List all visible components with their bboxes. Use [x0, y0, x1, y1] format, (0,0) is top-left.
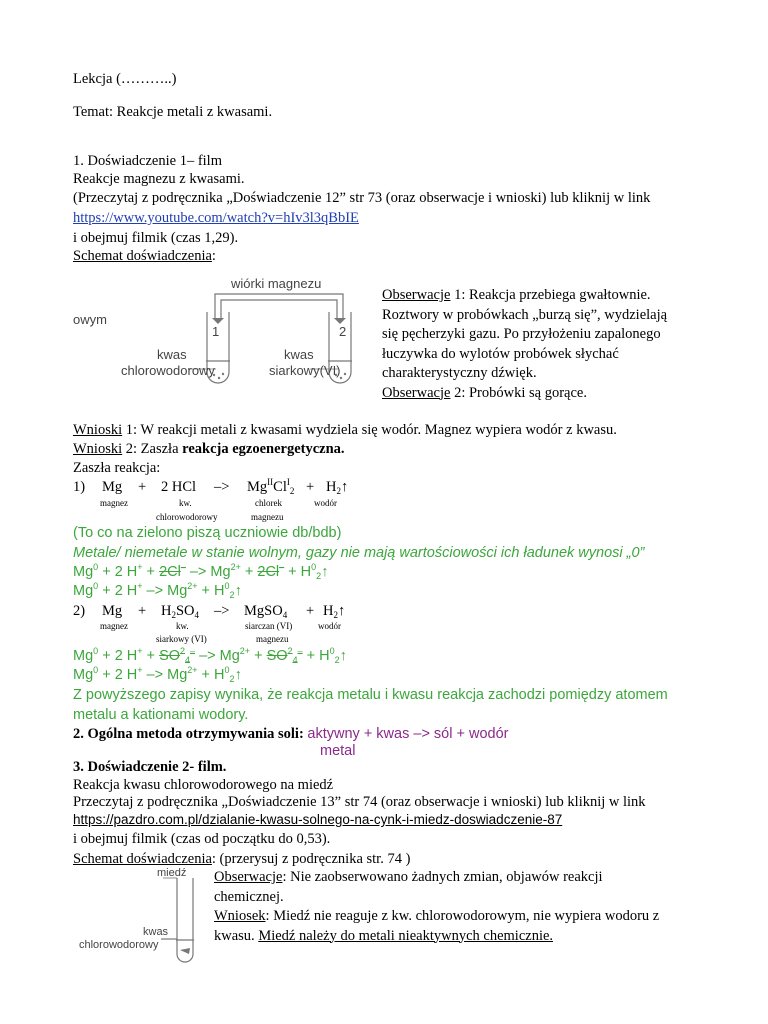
pazdro-link[interactable]: https://pazdro.com.pl/dzialanie-kwasu-solnego-na-cynk-i-miedz-doswiadczenie-87	[73, 812, 563, 827]
diagram-label-acid2-b: siarkowy(VI)	[269, 363, 341, 378]
ionic-equation-2: $Mg^0 + 2$ $H^+ + SO^2_4^- -> Mg^{2+} + SO^2_4^-$ + $H^0_2↑$	[73, 646, 347, 665]
exp1-conclusion-1: Wnioski 1: W reakcji metali z kwasami wydziela się wodór. Magnez wypiera wodór z kwasu.	[73, 422, 617, 438]
exp2-title: 3. Doświadczenie 2- film.	[73, 759, 227, 775]
exp2-read-instruction: Przeczytaj z podręcznika „Doświadczenie 13” str 74 (oraz obserwacje i wnioski) lub kliknij w link	[73, 794, 646, 810]
ionic-equation-1: $Mg^0 + 2$ $H^+ + 2Cl^- -> Mg^{2+} + 2Cl^-$ + $H^0_2↑$	[73, 562, 329, 581]
diagram-label-acid1-a: kwas	[157, 347, 187, 362]
salt-method-metal: metal	[320, 743, 356, 759]
diagram-label-acid1-b: chlorowodorowy	[121, 363, 215, 378]
reaction-conclusion-line-2: metalu a kationami wodory.	[73, 707, 249, 723]
equation-2: 2) Mg + $H_2SO_4$ –> MgSO$_4$ + $H_2↑$ magnez kw. siarkowy (VI) siarczan (VI) magnezu wodór	[73, 603, 346, 644]
ionic-equation-1-short: $Mg^0 + 2$ $H^+ -> Mg^{2+}$ + $H^0_2↑$	[73, 581, 242, 600]
magnesium-test-tubes-diagram	[73, 272, 373, 392]
exp2-subtitle: Reakcja kwasu chlorowodorowego na miedź	[73, 777, 334, 793]
youtube-link[interactable]: https://www.youtube.com/watch?v=hIv3l3qBbIE	[73, 210, 359, 226]
copper-test-tube-diagram	[73, 864, 213, 974]
exp2-watch-note: i obejmuj filmik (czas od początku do 0,53).	[73, 831, 331, 847]
diagram-label-cut: owym	[73, 312, 107, 327]
diagram-label-acid-a: kwas	[143, 926, 169, 938]
green-note: (To co na zielono piszą uczniowie db/bdb)	[73, 525, 342, 541]
tube-number-1: 1	[212, 324, 220, 339]
diagram-label-copper: miedź	[157, 867, 187, 879]
equation-1: 1) Mg + 2 HCl –> $Mg^{II}Cl^I_2$ + $H_2↑$ magnez kw. chlorowodorowy chlorek magnezu wodór	[73, 477, 349, 522]
reaction-label: Zaszła reakcja:	[73, 460, 161, 476]
exp1-read-instruction: (Przeczytaj z podręcznika „Doświadczenie 12” str 73 (oraz obserwacje i wnioski) lub kliknij w link	[73, 190, 651, 206]
diagram-label-magnesium: wiórki magnezu	[231, 276, 322, 291]
exp1-schema-label: Schemat doświadczenia:	[73, 248, 216, 264]
topic-line: Temat: Reakcje metali z kwasami.	[73, 104, 273, 120]
exp2-observations-and-conclusion: Obserwacje: Nie zaobserwowano żadnych zmian, objawów reakcji chemicznej. Wniosek: Miedź nie reaguje z kw. chlorowodorowym, nie wypiera wodoru z kwasu. Miedź należy do metali nieaktywnych chemicznie.	[214, 869, 660, 944]
diagram-label-acid-b: chlorowodorowy	[79, 939, 159, 951]
ionic-equation-2-short: $Mg^0 + 2$ $H^+ -> Mg^{2+}$ + $H^0_2↑$	[73, 665, 242, 684]
salt-method: 2. Ogólna metoda otrzymywania soli: aktywny + kwas –> sól + wodór	[73, 726, 509, 742]
exp2-schema-label: Schemat doświadczenia: (przerysuj z podręcznika str. 74 )	[73, 851, 411, 867]
tube-number-2: 2	[339, 324, 347, 339]
exp1-subtitle: Reakcje magnezu z kwasami.	[73, 171, 245, 187]
exp1-observations: Obserwacje 1: Reakcja przebiega gwałtownie. Roztwory w probówkach „burzą się”, wydzielają się pęcherzyki gazu. Po przyłożeniu zapalonego łuczywka do wylotów probówek słychać charakterystyczny dźwięk. Obserwacje 2: Probówki są gorące.	[382, 287, 668, 401]
diagram-label-acid2-a: kwas	[284, 347, 314, 362]
reaction-conclusion-line-1: Z powyższego zapisy wynika, że reakcja metalu i kwasu reakcja zachodzi pomiędzy atomem	[73, 687, 668, 703]
lesson-line: Lekcja (………..)	[73, 71, 177, 87]
exp1-watch-note: i obejmuj filmik (czas 1,29).	[73, 230, 239, 246]
exp1-title: 1. Doświadczenie 1– film	[73, 153, 222, 169]
valence-note: Metale/ niemetale w stanie wolnym, gazy nie mają wartościowości ich ładunek wynosi „0”	[73, 545, 645, 561]
exp1-conclusion-2: Wnioski 2: Zaszła reakcja egzoenergetyczna.	[73, 441, 345, 457]
